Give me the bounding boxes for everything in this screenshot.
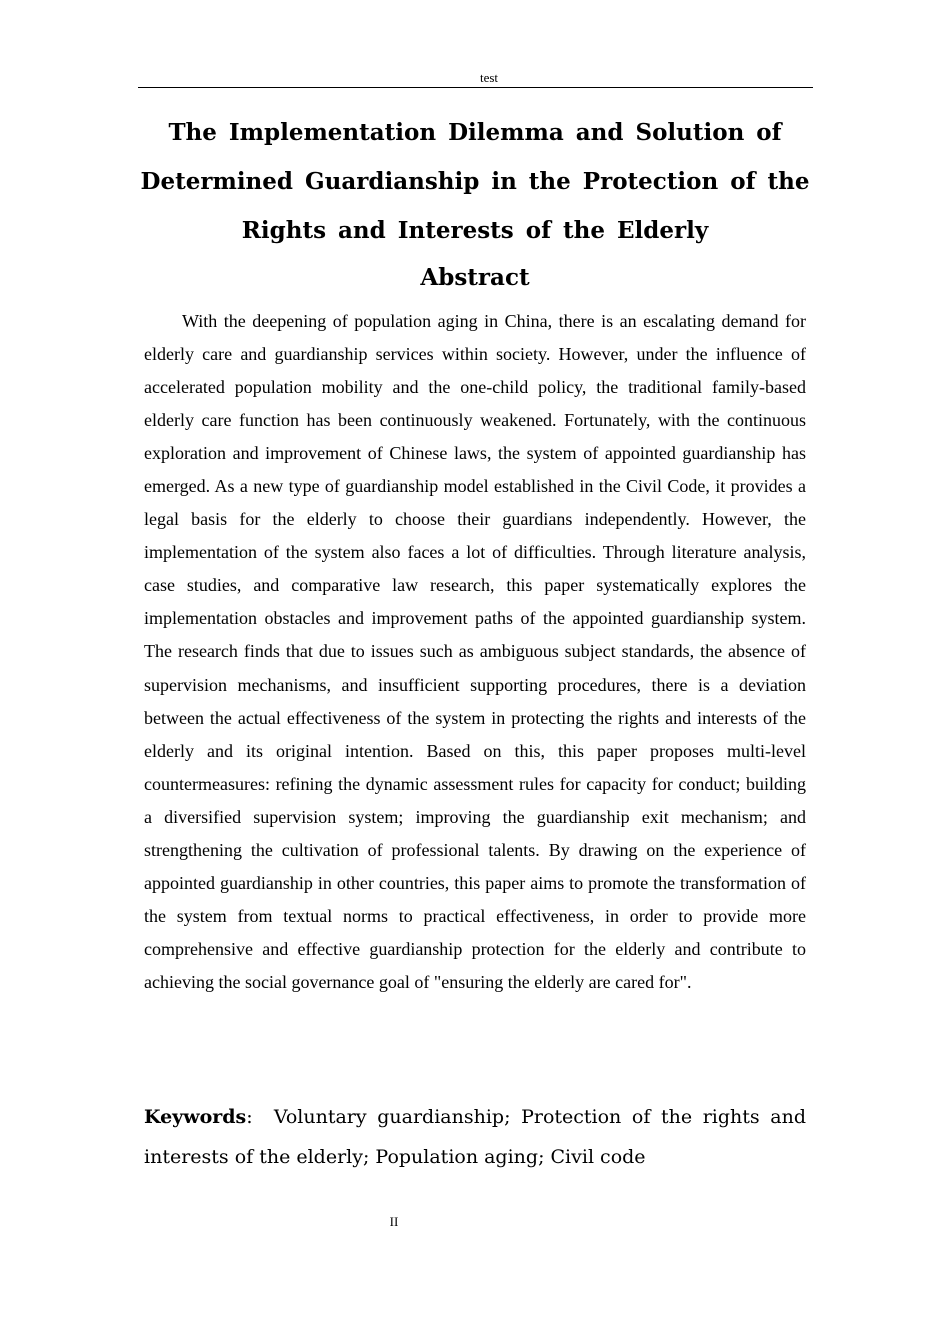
paper-title: The Implementation Dilemma and Solution of Determined Guardianship in the Protection of the Rights and Interests of the Elderly — [140, 119, 810, 244]
keywords-label: Keywords — [144, 1106, 247, 1128]
abstract-heading: Abstract — [420, 264, 530, 291]
keywords-separator: : — [246, 1106, 253, 1128]
keywords-text: Voluntary guardianship; Protection of the rights and interests of the elderly; Population aging; Civil code — [144, 1106, 806, 1168]
page-number: II — [389, 1214, 399, 1229]
keywords-paragraph — [144, 1097, 806, 1177]
header-rule — [138, 87, 813, 88]
abstract-body: With the deepening of population aging in China, there is an escalating demand for elderly care and guardianship services within society. However, under the influence of accelerated population mobility and the one-child policy, the traditional family-based elderly care function has been continuously weakened. Fortunately, with the continuous exploration and improvement of Chinese laws, the system of appointed guardianship has emerged. As a new type of guardianship model established in the Civil Code, it provides a legal basis for the elderly to choose their guardians independently. However, the implementation of the system also faces a lot of difficulties. Through literature analysis, case studies, and comparative law research, this paper systematically explores the implementation obstacles and improvement paths of the appointed guardianship system. The research finds that due to issues such as ambiguous subject standards, the absence of supervision mechanisms, and insufficient supporting procedures, there is a deviation between the actual effectiveness of the system in protecting the rights and interests of the elderly and its original intention. Based on this, this paper proposes multi-level countermeasures: refining the dynamic assessment rules for capacity for conduct; building a diversified supervision system; improving the guardianship exit mechanism; and strengthening the cultivation of professional talents. By drawing on the experience of appointed guardianship in other countries, this paper aims to promote the transformation of the system from textual norms to practical effectiveness, in order to provide more comprehensive and effective guardianship protection for the elderly and contribute to achieving the social governance goal of "ensuring the elderly are cared for". — [144, 311, 806, 992]
running-head: test — [479, 70, 499, 85]
